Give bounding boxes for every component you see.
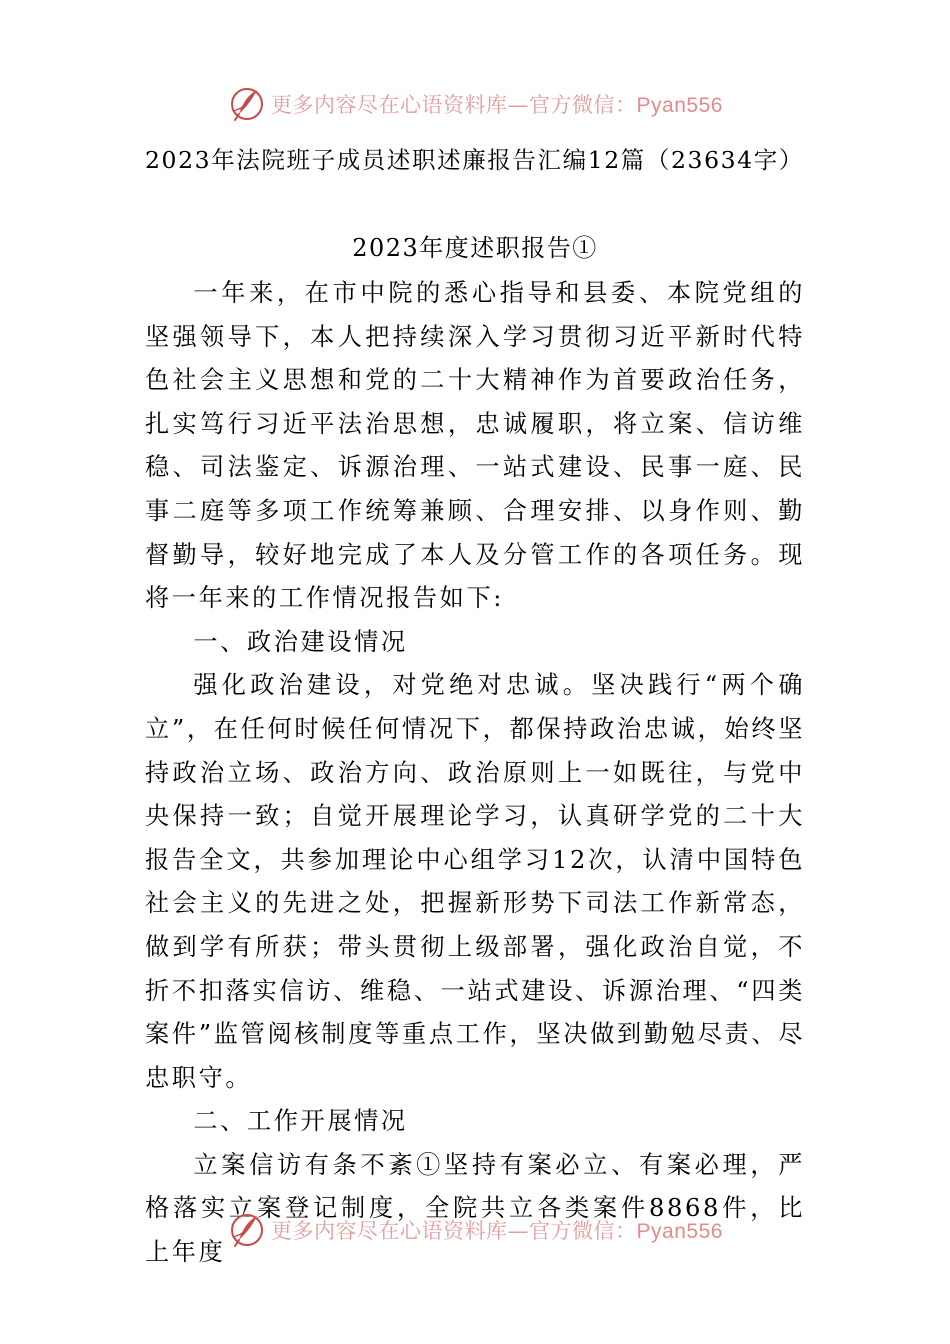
paragraph-intro: 一年来，在市中院的悉心指导和县委、本院党组的坚强领导下，本人把持续深入学习贯彻习近平新时代特色社会主义思想和党的二十大精神作为首要政治任务，扎实笃行习近平法治思想，忠诚履职，将立案、信访维稳、司法鉴定、诉源治理、一站式建设、民事一庭、民事二庭等多项工作统筹兼顾、合理安排、以身作则、勤督勤导，较好地完成了本人及分管工作的各项任务。现将一年来的工作情况报告如下: bbox=[145, 279, 805, 613]
document-title: 2023年法院班子成员述职述廉报告汇编12篇（23634字） bbox=[145, 146, 804, 174]
watermark-text bbox=[271, 89, 723, 119]
watermark-cn-text: 更多内容尽在心语资料库—官方微信： bbox=[271, 1219, 637, 1243]
watermark-cn-text: 更多内容尽在心语资料库—官方微信： bbox=[271, 93, 637, 117]
watermark-banner-bottom bbox=[0, 1208, 950, 1252]
section-heading-work: 二、工作开展情况 bbox=[193, 1107, 408, 1136]
paragraph-work: 立案信访有条不紊①坚持有案必立、有案必理，严格落实立案登记制度，全院共立各类案件8868件，比上年度 bbox=[145, 1150, 805, 1267]
section-heading-political: 一、政治建设情况 bbox=[193, 627, 408, 656]
watermark-wechat-id: Pyan556 bbox=[636, 1220, 723, 1243]
watermark-banner-top bbox=[0, 82, 950, 126]
report-body bbox=[145, 272, 805, 1275]
report-subtitle: 2023年度述职报告① bbox=[352, 234, 598, 262]
pen-feather-logo-icon bbox=[227, 1210, 267, 1250]
watermark-text bbox=[271, 1215, 723, 1245]
paragraph-political: 强化政治建设，对党绝对忠诚。坚决践行“两个确立”，在任何时候任何情况下，都保持政治忠诚，始终坚持政治立场、政治方向、政治原则上一如既往，与党中央保持一致；自觉开展理论学习，认真研学党的二十大报告全文，共参加理论中心组学习12次，认清中国特色社会主义的先进之处，把握新形势下司法工作新常态，做到学有所获；带头贯彻上级部署，强化政治自觉，不折不扣落实信访、维稳、一站式建设、诉源治理、“四类案件”监管阅核制度等重点工作，坚决做到勤勉尽责、尽忠职守。 bbox=[145, 671, 805, 1092]
pen-feather-logo-icon bbox=[227, 84, 267, 124]
watermark-wechat-id: Pyan556 bbox=[636, 94, 723, 117]
